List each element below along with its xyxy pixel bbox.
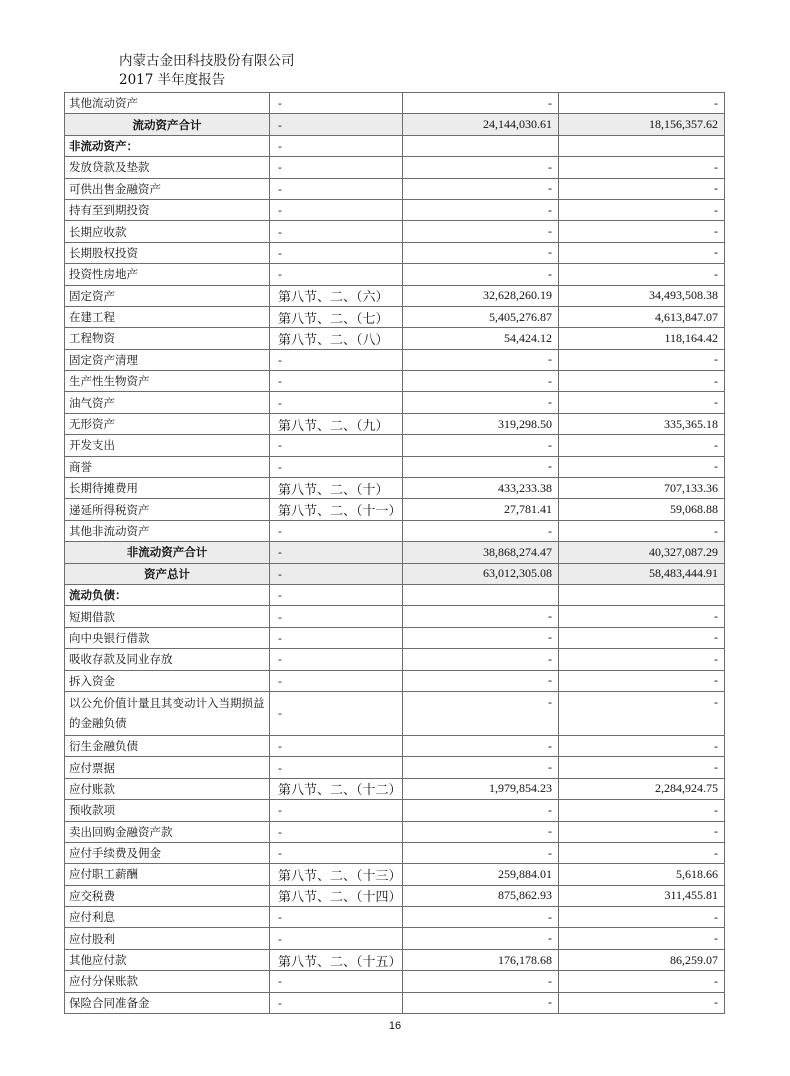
- row-current-value: 54,424.12: [403, 328, 559, 349]
- row-note: -: [270, 971, 403, 992]
- row-label: 应付利息: [65, 907, 270, 928]
- row-prior-value: -: [559, 928, 725, 949]
- row-current-value: -: [403, 435, 559, 456]
- row-label: 固定资产清理: [65, 349, 270, 370]
- table-row: [65, 649, 725, 670]
- row-current-value: -: [403, 178, 559, 199]
- row-note: -: [270, 157, 403, 178]
- row-prior-value: -: [559, 371, 725, 392]
- row-label: 其他应付款: [65, 949, 270, 970]
- row-label: 拆入资金: [65, 670, 270, 691]
- company-name: 内蒙古金田科技股份有限公司: [119, 53, 295, 69]
- row-prior-value: 58,483,444.91: [559, 563, 725, 584]
- row-current-value: -: [403, 670, 559, 691]
- row-note: 第八节、二、（十五）: [270, 949, 403, 970]
- row-prior-value: 311,455.81: [559, 885, 725, 906]
- table-row: [65, 606, 725, 627]
- row-current-value: 5,405,276.87: [403, 306, 559, 327]
- row-note: -: [270, 800, 403, 821]
- table-row: [65, 542, 725, 563]
- table-row: [65, 670, 725, 691]
- row-prior-value: -: [559, 221, 725, 242]
- table-row: [65, 735, 725, 756]
- row-prior-value: 18,156,357.62: [559, 114, 725, 135]
- table-row: [65, 563, 725, 584]
- row-label: 以公允价值计量且其变动计入当期损益的金融负债: [65, 691, 270, 735]
- table-row: [65, 93, 725, 114]
- page-header: [119, 52, 295, 90]
- row-prior-value: -: [559, 649, 725, 670]
- row-current-value: -: [403, 349, 559, 370]
- row-label: 其他流动资产: [65, 93, 270, 114]
- row-current-value: -: [403, 907, 559, 928]
- balance-sheet-table: [64, 92, 725, 1014]
- table-row: [65, 478, 725, 499]
- row-note: -: [270, 670, 403, 691]
- table-row: [65, 821, 725, 842]
- table-row: [65, 800, 725, 821]
- row-note: 第八节、二、（十二）: [270, 778, 403, 799]
- row-current-value: 63,012,305.08: [403, 563, 559, 584]
- row-label: 商誉: [65, 456, 270, 477]
- row-prior-value: -: [559, 821, 725, 842]
- row-current-value: -: [403, 93, 559, 114]
- row-note: 第八节、二、（十三）: [270, 864, 403, 885]
- table-row: [65, 627, 725, 648]
- row-current-value: 27,781.41: [403, 499, 559, 520]
- row-note: -: [270, 842, 403, 863]
- row-prior-value: -: [559, 842, 725, 863]
- row-prior-value: -: [559, 691, 725, 735]
- row-note: -: [270, 435, 403, 456]
- row-current-value: -: [403, 649, 559, 670]
- row-label: 应付职工薪酬: [65, 864, 270, 885]
- row-label: 无形资产: [65, 413, 270, 434]
- row-note: 第八节、二、（八）: [270, 328, 403, 349]
- table-row: [65, 285, 725, 306]
- row-prior-value: 59,068.88: [559, 499, 725, 520]
- row-current-value: 32,628,260.19: [403, 285, 559, 306]
- row-prior-value: 5,618.66: [559, 864, 725, 885]
- row-label: 长期应收款: [65, 221, 270, 242]
- row-current-value: 38,868,274.47: [403, 542, 559, 563]
- row-prior-value: 118,164.42: [559, 328, 725, 349]
- row-note: -: [270, 563, 403, 584]
- row-note: -: [270, 264, 403, 285]
- table-row: [65, 328, 725, 349]
- row-note: -: [270, 93, 403, 114]
- row-current-value: -: [403, 691, 559, 735]
- row-note: -: [270, 242, 403, 263]
- table-row: [65, 949, 725, 970]
- row-current-value: -: [403, 928, 559, 949]
- row-note: 第八节、二、（十四）: [270, 885, 403, 906]
- row-label: 应付手续费及佣金: [65, 842, 270, 863]
- row-prior-value: -: [559, 264, 725, 285]
- row-prior-value: -: [559, 199, 725, 220]
- row-label: 工程物资: [65, 328, 270, 349]
- row-label: 递延所得税资产: [65, 499, 270, 520]
- row-current-value: -: [403, 242, 559, 263]
- row-label: 长期待摊费用: [65, 478, 270, 499]
- row-label: 开发支出: [65, 435, 270, 456]
- row-prior-value: 4,613,847.07: [559, 306, 725, 327]
- table-row: [65, 885, 725, 906]
- row-note: -: [270, 627, 403, 648]
- table-row: [65, 691, 725, 735]
- row-note: -: [270, 135, 403, 156]
- row-label: 应付股利: [65, 928, 270, 949]
- row-note: -: [270, 691, 403, 735]
- table-row: [65, 413, 725, 434]
- table-row: [65, 971, 725, 992]
- row-note: -: [270, 178, 403, 199]
- row-note: -: [270, 606, 403, 627]
- table-row: [65, 992, 725, 1013]
- page-number: 16: [388, 1020, 402, 1032]
- row-prior-value: -: [559, 93, 725, 114]
- row-current-value: -: [403, 456, 559, 477]
- table-row: [65, 778, 725, 799]
- row-prior-value: -: [559, 349, 725, 370]
- row-prior-value: -: [559, 157, 725, 178]
- row-label: 短期借款: [65, 606, 270, 627]
- row-prior-value: -: [559, 178, 725, 199]
- row-current-value: -: [403, 800, 559, 821]
- table-row: [65, 928, 725, 949]
- row-current-value: -: [403, 520, 559, 541]
- row-current-value: -: [403, 264, 559, 285]
- row-prior-value: 86,259.07: [559, 949, 725, 970]
- row-label: 流动资产合计: [65, 114, 270, 135]
- table-row: [65, 371, 725, 392]
- row-note: -: [270, 928, 403, 949]
- table-row: [65, 264, 725, 285]
- table-row: [65, 392, 725, 413]
- row-prior-value: -: [559, 735, 725, 756]
- row-label: 发放贷款及垫款: [65, 157, 270, 178]
- row-prior-value: 335,365.18: [559, 413, 725, 434]
- row-note: -: [270, 456, 403, 477]
- row-current-value: -: [403, 371, 559, 392]
- row-note: -: [270, 821, 403, 842]
- row-prior-value: -: [559, 670, 725, 691]
- row-note: -: [270, 584, 403, 605]
- row-label: 固定资产: [65, 285, 270, 306]
- row-note: -: [270, 992, 403, 1013]
- row-note: -: [270, 114, 403, 135]
- row-note: 第八节、二、（十）: [270, 478, 403, 499]
- row-current-value: [403, 135, 559, 156]
- row-prior-value: [559, 135, 725, 156]
- row-label: 应付票据: [65, 757, 270, 778]
- row-current-value: 1,979,854.23: [403, 778, 559, 799]
- table-row: [65, 349, 725, 370]
- table-row: [65, 456, 725, 477]
- row-label: 持有至到期投资: [65, 199, 270, 220]
- row-label: 应付账款: [65, 778, 270, 799]
- row-prior-value: -: [559, 606, 725, 627]
- row-note: 第八节、二、（七）: [270, 306, 403, 327]
- row-prior-value: -: [559, 242, 725, 263]
- row-current-value: 875,862.93: [403, 885, 559, 906]
- table-row: [65, 499, 725, 520]
- row-current-value: -: [403, 757, 559, 778]
- row-label: 非流动资产合计: [65, 542, 270, 563]
- row-note: 第八节、二、（九）: [270, 413, 403, 434]
- row-note: -: [270, 649, 403, 670]
- row-prior-value: -: [559, 456, 725, 477]
- row-label: 生产性生物资产: [65, 371, 270, 392]
- row-note: 第八节、二、（六）: [270, 285, 403, 306]
- row-label: 预收款项: [65, 800, 270, 821]
- row-current-value: -: [403, 157, 559, 178]
- row-label: 在建工程: [65, 306, 270, 327]
- row-note: -: [270, 392, 403, 413]
- row-prior-value: -: [559, 520, 725, 541]
- row-label: 吸收存款及同业存放: [65, 649, 270, 670]
- row-prior-value: -: [559, 435, 725, 456]
- row-current-value: 259,884.01: [403, 864, 559, 885]
- row-current-value: -: [403, 627, 559, 648]
- row-note: -: [270, 221, 403, 242]
- row-prior-value: -: [559, 757, 725, 778]
- row-note: -: [270, 371, 403, 392]
- row-current-value: -: [403, 842, 559, 863]
- row-current-value: -: [403, 392, 559, 413]
- row-note: -: [270, 757, 403, 778]
- row-note: -: [270, 520, 403, 541]
- table-row: [65, 221, 725, 242]
- row-current-value: 433,233.38: [403, 478, 559, 499]
- table-row: [65, 907, 725, 928]
- table-row: [65, 199, 725, 220]
- row-label: 可供出售金融资产: [65, 178, 270, 199]
- row-prior-value: -: [559, 992, 725, 1013]
- table-row: [65, 435, 725, 456]
- row-current-value: -: [403, 971, 559, 992]
- table-row: [65, 584, 725, 605]
- row-prior-value: -: [559, 627, 725, 648]
- row-note: -: [270, 542, 403, 563]
- row-prior-value: -: [559, 392, 725, 413]
- row-label: 流动负债：: [65, 584, 270, 605]
- row-prior-value: [559, 584, 725, 605]
- table-row: [65, 520, 725, 541]
- row-label: 非流动资产：: [65, 135, 270, 156]
- row-current-value: -: [403, 221, 559, 242]
- table-row: [65, 842, 725, 863]
- row-label: 长期股权投资: [65, 242, 270, 263]
- row-note: 第八节、二、（十一）: [270, 499, 403, 520]
- table-row: [65, 864, 725, 885]
- row-label: 应交税费: [65, 885, 270, 906]
- row-label: 资产总计: [65, 563, 270, 584]
- table-row: [65, 135, 725, 156]
- table-row: [65, 242, 725, 263]
- row-current-value: [403, 584, 559, 605]
- row-current-value: 24,144,030.61: [403, 114, 559, 135]
- row-label: 应付分保账款: [65, 971, 270, 992]
- table-row: [65, 178, 725, 199]
- row-prior-value: 40,327,087.29: [559, 542, 725, 563]
- row-current-value: 176,178.68: [403, 949, 559, 970]
- row-label: 油气资产: [65, 392, 270, 413]
- row-prior-value: -: [559, 800, 725, 821]
- row-note: -: [270, 907, 403, 928]
- table-row: [65, 757, 725, 778]
- row-label: 保险合同准备金: [65, 992, 270, 1013]
- row-current-value: -: [403, 735, 559, 756]
- table-row: [65, 114, 725, 135]
- row-prior-value: 34,493,508.38: [559, 285, 725, 306]
- row-current-value: 319,298.50: [403, 413, 559, 434]
- row-current-value: -: [403, 199, 559, 220]
- row-label: 其他非流动资产: [65, 520, 270, 541]
- report-title: 2017 半年度报告: [119, 72, 226, 88]
- row-label: 衍生金融负债: [65, 735, 270, 756]
- row-current-value: -: [403, 821, 559, 842]
- row-note: -: [270, 735, 403, 756]
- row-current-value: -: [403, 992, 559, 1013]
- row-label: 向中央银行借款: [65, 627, 270, 648]
- row-note: -: [270, 349, 403, 370]
- row-label: 投资性房地产: [65, 264, 270, 285]
- row-prior-value: -: [559, 907, 725, 928]
- table-row: [65, 157, 725, 178]
- row-prior-value: 2,284,924.75: [559, 778, 725, 799]
- row-label: 卖出回购金融资产款: [65, 821, 270, 842]
- row-prior-value: 707,133.36: [559, 478, 725, 499]
- row-prior-value: -: [559, 971, 725, 992]
- row-note: -: [270, 199, 403, 220]
- table-row: [65, 306, 725, 327]
- row-current-value: -: [403, 606, 559, 627]
